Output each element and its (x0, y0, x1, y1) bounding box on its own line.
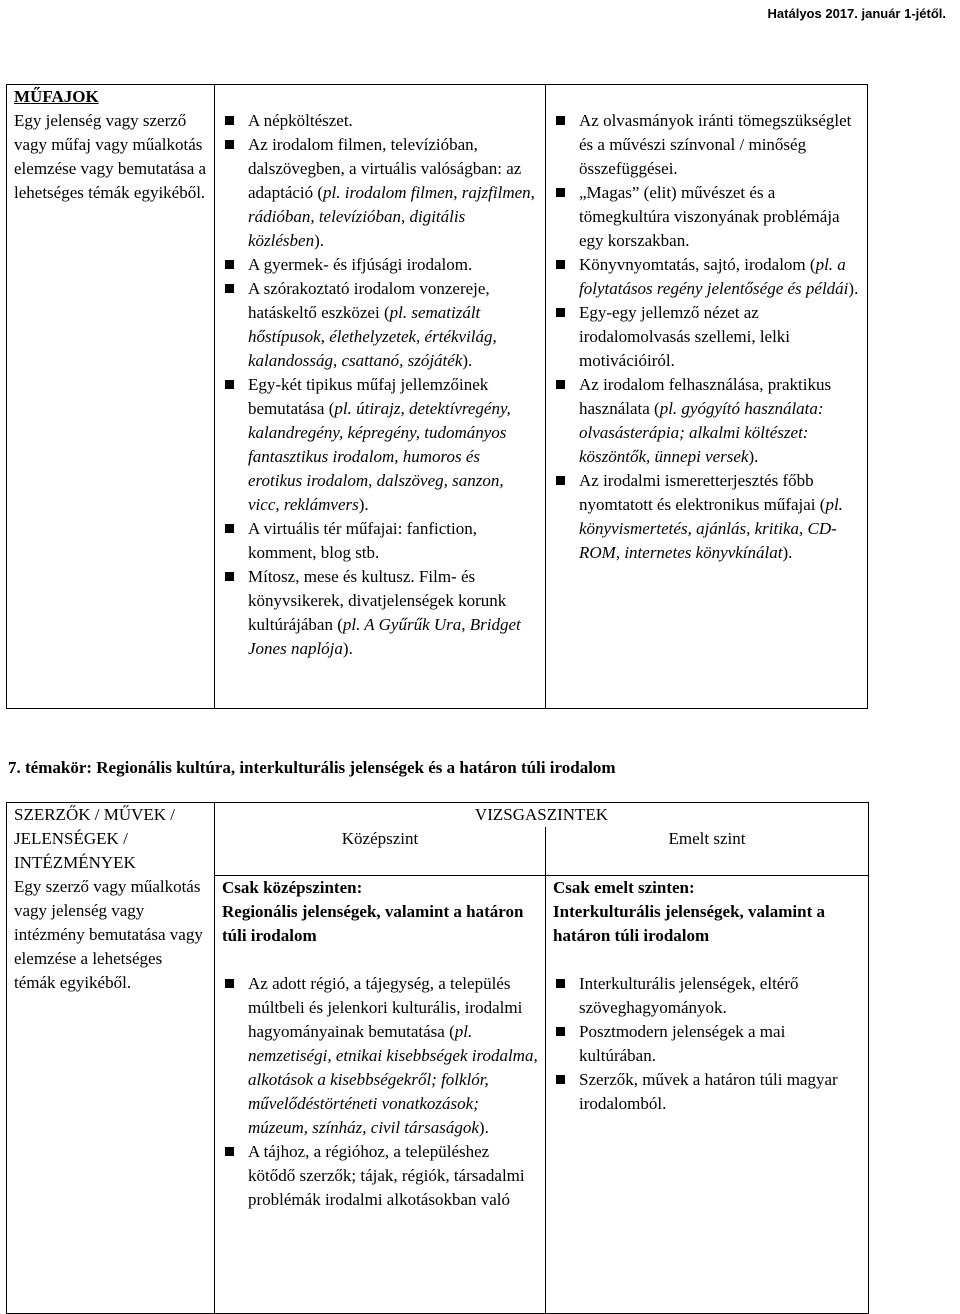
advanced-level-item (553, 1068, 861, 1116)
genres-label-cell (7, 85, 215, 709)
regional-table (6, 802, 869, 1314)
genre-topic-item-end: ). (342, 639, 353, 658)
mid-level-item (222, 1140, 538, 1212)
advanced-level-item-text: Posztmodern jelenségek a mai kultúrában. (579, 1021, 786, 1065)
genre-extra-topic-item-end: ). (848, 279, 859, 298)
advanced-level-list (553, 972, 861, 1116)
advanced-level-heading: Emelt szint (546, 827, 869, 875)
genre-extra-topic-item (553, 253, 860, 301)
mid-level-item-text: A tájhoz, a régióhoz, a településhez kötődő szerzők; tájak, régiók, társadalmi problémák irodalmi alkotásokban való (248, 1141, 525, 1209)
genre-extra-topic-item-text: Az irodalom felhasználása, praktikus használata ( (579, 375, 832, 418)
genre-topic-item-text: Egy-két tipikus műfaj jellemzőinek bemutatása ( (248, 375, 489, 418)
genre-topic-item (222, 253, 538, 277)
genre-extra-topic-item-text: „Magas” (elit) művészet és a tömegkultúra viszonyának problémája egy korszakban. (579, 183, 840, 250)
genre-topic-item-example: pl. A Gyűrűk Ura, Bridget Jones naplója (248, 615, 521, 658)
advanced-topic-title: Interkulturális jelenségek, valamint a határon túli irodalom (553, 901, 825, 945)
genre-extra-topic-item-end: ). (748, 447, 759, 466)
advanced-only-label: Csak emelt szinten: (553, 877, 695, 897)
genres-topics-cell (215, 85, 546, 709)
advanced-level-item-text: Szerzők, művek a határon túli magyar irodalomból. (579, 1069, 838, 1113)
mid-level-list (222, 972, 538, 1212)
genre-extra-topic-item-text: Egy-egy jellemző nézet az irodalomolvasás szellemi, lelki motivációiról. (579, 303, 791, 370)
genre-topic-item (222, 133, 538, 253)
regional-head: SZERZŐK / MŰVEK / JELENSÉGEK / INTÉZMÉNYEK (14, 805, 176, 872)
genre-extra-topic-item (553, 181, 860, 253)
regional-description: Egy szerző vagy műalkotás vagy jelenség vagy intézmény bemutatása vagy elemzése a lehetséges témák egyikéből. (14, 877, 203, 992)
genre-extra-topic-item-text: Az irodalmi ismeretterjesztés főbb nyomtatott és elektronikus műfajai ( (579, 471, 826, 514)
genres-extra-topic-list (553, 109, 860, 565)
genre-extra-topic-item (553, 301, 860, 373)
genre-topic-item-example: pl. útirajz, detektívregény, kalandregény, képregény, tudományos fantasztikus irodalom, humoros és erotikus irodalom, dalszöveg, sanzon, vicc, reklámvers (248, 399, 511, 514)
genre-extra-topic-item (553, 469, 860, 565)
genre-topic-item-text: A népköltészet. (248, 111, 353, 130)
mid-level-item-end: ). (478, 1117, 489, 1137)
section-title: 7. témakör: Regionális kultúra, interkulturális jelenségek és a határon túli irodalom (8, 758, 616, 777)
advanced-level-item-text: Interkulturális jelenségek, eltérő szöveghagyományok. (579, 973, 799, 1017)
mid-level-only-label: Csak középszinten: (222, 877, 363, 897)
genre-extra-topic-item (553, 109, 860, 181)
genre-topic-item-example: pl. irodalom filmen, rajzfilmen, rádióban, televízióban, digitális közlésben (248, 183, 535, 250)
page-header-date: Hatályos 2017. január 1-jétől. (767, 6, 946, 21)
genre-topic-item-example: pl. sematizált hőstípusok, élethelyzetek, értékvilág, kalandosság, csattanó, szójáték (248, 303, 497, 370)
mid-level-cell (215, 875, 546, 1314)
mid-level-topic-title: Regionális jelenségek, valamint a határon túli irodalom (222, 901, 524, 945)
mid-level-item-example: pl. nemzetiségi, etnikai kisebbségek irodalma, alkotások a kisebbségekről; folklór, művelődéstörténeti vonatkozások; múzeum, színház, civil társaságok (248, 1021, 538, 1137)
genre-topic-item (222, 565, 538, 661)
genre-topic-item-text: Mítosz, mese és kultusz. Film- és könyvsikerek, divatjelenségek korunk kultúrájában ( (248, 567, 507, 634)
genre-topic-item (222, 517, 538, 565)
genre-extra-topic-item-text: Az olvasmányok iránti tömegszükséglet és a művészi színvonal / minőség összefüggései. (579, 111, 852, 178)
mid-level-heading: Középszint (215, 827, 546, 875)
genre-extra-topic-item-example: pl. gyógyító használata: olvasásterápia; alkalmi költészet: köszöntők, ünnepi versek (579, 399, 824, 466)
advanced-level-cell (546, 875, 869, 1314)
advanced-level-item (553, 972, 861, 1020)
genre-topic-item-text: A szórakoztató irodalom vonzereje, hatáskeltő eszközei ( (248, 279, 490, 322)
genre-topic-item-end: ). (314, 231, 325, 250)
genre-topic-item (222, 277, 538, 373)
mid-level-item (222, 972, 538, 1140)
genre-extra-topic-item-example: pl. könyvismertetés, ajánlás, kritika, CD-ROM, internetes könyvkínálat (579, 495, 843, 562)
genres-title: MŰFAJOK (14, 87, 99, 106)
genre-extra-topic-item (553, 373, 860, 469)
genre-topic-item-text: Az irodalom filmen, televízióban, dalszövegben, a virtuális valóságban: az adaptáció ( (248, 135, 522, 202)
genres-description: Egy jelenség vagy szerző vagy műfaj vagy műalkotás elemzése vagy bemutatása a lehetséges témák egyikéből. (14, 111, 207, 202)
genre-extra-topic-item-example: pl. a folytatásos regény jelentősége és példái (579, 255, 849, 298)
genres-topic-list (222, 109, 538, 661)
advanced-level-item (553, 1020, 861, 1068)
regional-label-cell (7, 803, 215, 1314)
genre-topic-item (222, 109, 538, 133)
genre-topic-item (222, 373, 538, 517)
genres-table (6, 84, 868, 709)
genre-topic-item-text: A gyermek- és ifjúsági irodalom. (248, 255, 473, 274)
genre-extra-topic-item-end: ). (782, 543, 793, 562)
genre-extra-topic-item-text: Könyvnyomtatás, sajtó, irodalom ( (579, 255, 816, 274)
genre-topic-item-text: A virtuális tér műfajai: fanfiction, komment, blog stb. (248, 519, 477, 562)
exam-levels-heading: VIZSGASZINTEK (215, 803, 869, 828)
mid-level-item-text: Az adott régió, a tájegység, a település múltbeli és jelenkori kulturális, irodalmi hagyományainak bemutatása ( (248, 973, 523, 1041)
genres-extra-topics-cell (546, 85, 868, 709)
genre-topic-item-end: ). (462, 351, 473, 370)
genre-topic-item-end: ). (358, 495, 369, 514)
